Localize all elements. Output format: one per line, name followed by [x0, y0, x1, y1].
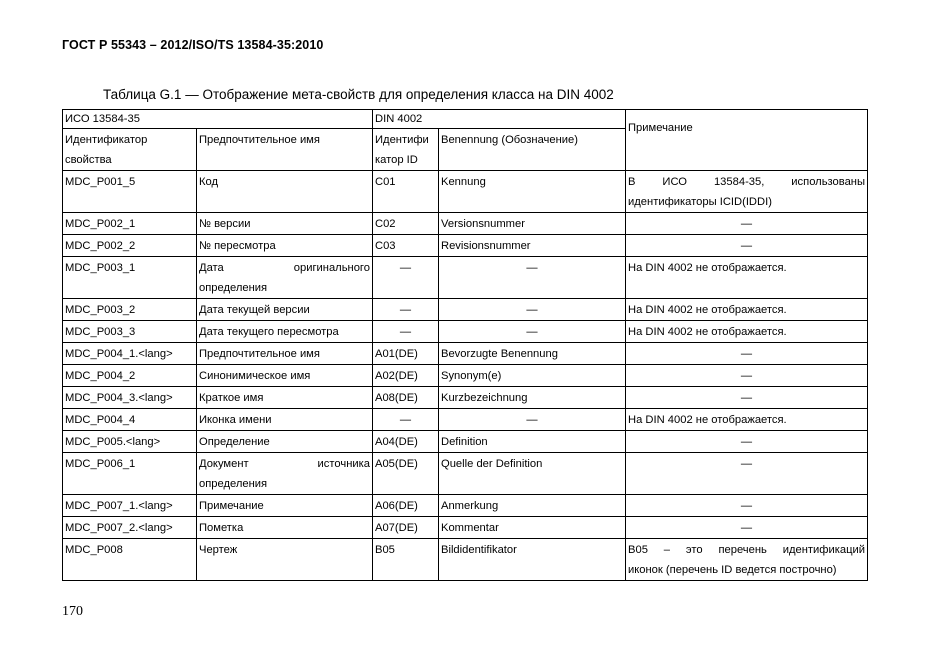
cell-din-id: A02(DE): [373, 365, 439, 387]
cell-preferred-name: Примечание: [197, 495, 373, 517]
cell-note: На DIN 4002 не отображается.: [626, 409, 868, 431]
header-note: Примечание: [626, 110, 868, 171]
cell-property-id: MDC_P003_3: [63, 321, 197, 343]
header-property-id-line1: Идентификатор: [65, 134, 148, 146]
cell-benennung: —: [439, 257, 626, 299]
page-number: 170: [62, 604, 83, 619]
cell-din-id: —: [373, 409, 439, 431]
table-row: [63, 517, 868, 539]
cell-benennung: Quelle der Definition: [439, 453, 626, 495]
cell-property-id: MDC_P007_2.<lang>: [63, 517, 197, 539]
cell-preferred-name: Чертеж: [197, 539, 373, 581]
header-preferred-name: Предпочтительное имя: [197, 129, 373, 171]
cell-preferred-name-line1: Дата оригинального: [199, 262, 370, 274]
cell-property-id: MDC_P002_1: [63, 213, 197, 235]
table-row: [63, 235, 868, 257]
cell-note: —: [626, 387, 868, 409]
table-row: [63, 387, 868, 409]
header-property-id-line2: свойства: [65, 154, 112, 166]
cell-preferred-name: Определение: [197, 431, 373, 453]
cell-preferred-name-line2: определения: [199, 478, 268, 490]
header-din-id-line2: катор ID: [375, 154, 418, 166]
cell-benennung: Kommentar: [439, 517, 626, 539]
cell-property-id: MDC_P004_3.<lang>: [63, 387, 197, 409]
cell-preferred-name: Дата текущей версии: [197, 299, 373, 321]
cell-benennung: Bevorzugte Benennung: [439, 343, 626, 365]
cell-preferred-name: [197, 453, 373, 495]
table-group-header-row: [63, 110, 868, 129]
cell-din-id: —: [373, 299, 439, 321]
cell-preferred-name-line1: Документ источника: [199, 458, 370, 470]
cell-property-id: MDC_P001_5: [63, 171, 197, 213]
cell-benennung: Versionsnummer: [439, 213, 626, 235]
cell-note: —: [626, 453, 868, 495]
mapping-table: [62, 109, 868, 581]
cell-note: [626, 171, 868, 213]
cell-din-id: A08(DE): [373, 387, 439, 409]
cell-preferred-name: Предпочтительное имя: [197, 343, 373, 365]
cell-din-id: —: [373, 321, 439, 343]
cell-preferred-name: Иконка имени: [197, 409, 373, 431]
cell-benennung: Kennung: [439, 171, 626, 213]
cell-din-id: A06(DE): [373, 495, 439, 517]
cell-din-id: A04(DE): [373, 431, 439, 453]
cell-note: [626, 539, 868, 581]
table-row: [63, 365, 868, 387]
cell-preferred-name: Краткое имя: [197, 387, 373, 409]
cell-note: На DIN 4002 не отображается.: [626, 321, 868, 343]
table-row: [63, 171, 868, 213]
cell-note-line2: иконок (перечень ID ведется построчно): [628, 564, 837, 576]
cell-property-id: MDC_P005.<lang>: [63, 431, 197, 453]
cell-din-id: A05(DE): [373, 453, 439, 495]
header-din-id: [373, 129, 439, 171]
header-property-id: [63, 129, 197, 171]
cell-benennung: Bildidentifikator: [439, 539, 626, 581]
cell-benennung: Revisionsnummer: [439, 235, 626, 257]
cell-preferred-name: Пометка: [197, 517, 373, 539]
table-row: [63, 257, 868, 299]
cell-note: На DIN 4002 не отображается.: [626, 257, 868, 299]
table-row: [63, 299, 868, 321]
cell-note: —: [626, 365, 868, 387]
cell-property-id: MDC_P003_1: [63, 257, 197, 299]
table-row: [63, 409, 868, 431]
cell-benennung: Kurzbezeichnung: [439, 387, 626, 409]
cell-din-id: A01(DE): [373, 343, 439, 365]
group-header-din: DIN 4002: [373, 110, 626, 129]
cell-note: —: [626, 343, 868, 365]
cell-benennung: Anmerkung: [439, 495, 626, 517]
cell-note: —: [626, 495, 868, 517]
cell-preferred-name: Синонимическое имя: [197, 365, 373, 387]
cell-property-id: MDC_P003_2: [63, 299, 197, 321]
cell-property-id: MDC_P006_1: [63, 453, 197, 495]
cell-preferred-name: Код: [197, 171, 373, 213]
cell-property-id: MDC_P008: [63, 539, 197, 581]
cell-preferred-name: № пересмотра: [197, 235, 373, 257]
cell-benennung: —: [439, 321, 626, 343]
cell-property-id: MDC_P002_2: [63, 235, 197, 257]
cell-note: —: [626, 517, 868, 539]
cell-note-line1: В ИСО 13584-35, использованы: [628, 176, 866, 188]
table-row: [63, 343, 868, 365]
cell-benennung: —: [439, 299, 626, 321]
cell-preferred-name: № версии: [197, 213, 373, 235]
cell-preferred-name: [197, 257, 373, 299]
group-header-iso: ИСО 13584-35: [63, 110, 373, 129]
cell-preferred-name: Дата текущего пересмотра: [197, 321, 373, 343]
table-row: [63, 539, 868, 581]
cell-benennung: Definition: [439, 431, 626, 453]
cell-din-id: C02: [373, 213, 439, 235]
cell-din-id: —: [373, 257, 439, 299]
cell-note: На DIN 4002 не отображается.: [626, 299, 868, 321]
header-benennung: Benennung (Обозначение): [439, 129, 626, 171]
cell-din-id: A07(DE): [373, 517, 439, 539]
cell-note: —: [626, 213, 868, 235]
cell-property-id: MDC_P004_4: [63, 409, 197, 431]
table-caption: Таблица G.1 — Отображение мета-свойств для определения класса на DIN 4002: [103, 87, 614, 102]
cell-note-line1: B05 – это перечень идентификаций: [628, 544, 866, 556]
header-din-id-line1: Идентифи: [375, 134, 429, 146]
cell-benennung: —: [439, 409, 626, 431]
table-row: [63, 453, 868, 495]
table-row: [63, 213, 868, 235]
cell-din-id: C01: [373, 171, 439, 213]
cell-din-id: B05: [373, 539, 439, 581]
table-row: [63, 431, 868, 453]
cell-property-id: MDC_P007_1.<lang>: [63, 495, 197, 517]
cell-property-id: MDC_P004_1.<lang>: [63, 343, 197, 365]
cell-note: —: [626, 431, 868, 453]
cell-benennung: Synonym(e): [439, 365, 626, 387]
table-row: [63, 321, 868, 343]
cell-note-line2: идентификаторы ICID(IDDI): [628, 196, 772, 208]
cell-note: —: [626, 235, 868, 257]
cell-property-id: MDC_P004_2: [63, 365, 197, 387]
table-row: [63, 495, 868, 517]
cell-din-id: C03: [373, 235, 439, 257]
cell-preferred-name-line2: определения: [199, 282, 268, 294]
document-header: ГОСТ Р 55343 – 2012/ISO/TS 13584-35:2010: [62, 38, 324, 52]
